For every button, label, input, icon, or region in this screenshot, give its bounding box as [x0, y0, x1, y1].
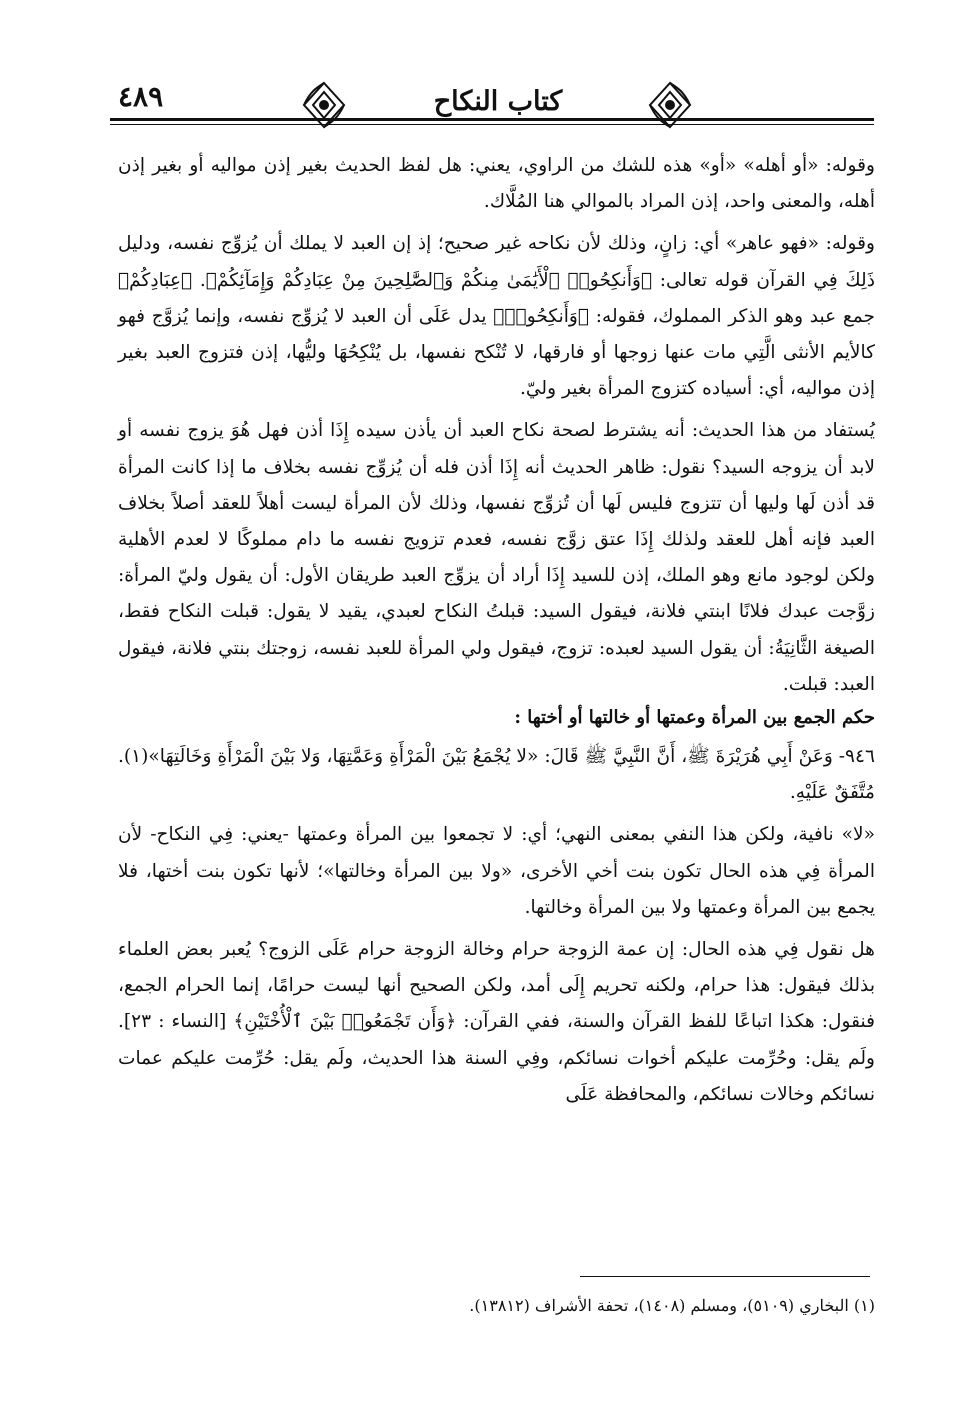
footnote-divider [580, 1276, 870, 1277]
header-rule-thin [110, 124, 874, 125]
footnote: (١) البخاري (٥١٠٩)، ومسلم (١٤٠٨)، تحفة الأشراف (١٣٨١٢). [469, 1296, 875, 1315]
section-subheading: حكم الجمع بين المرأة وعمتها أو خالتها أو أختها : [514, 707, 875, 729]
chapter-title: كتاب النكاح [350, 86, 646, 117]
paragraph-1: وقوله: «أو أهله» «أو» هذه للشك من الراوي، يعني: هل لفظ الحديث بغير إذن مواليه أو بغير إذن أهله، والمعنى واحد، إذن المراد بالموالي هنا المُلَّاك. [118, 155, 875, 213]
ornament-right-icon [646, 80, 694, 130]
page-header [110, 78, 874, 138]
header-rule [110, 118, 874, 121]
paragraph-5: هل نقول فِي هذه الحال: إن عمة الزوجة حرام وخالة الزوجة حرام عَلَى الزوج؟ يُعبر بعض العلماء بذلك فيقول: هذا حرام، ولكنه تحريم إِلَى أمد، ولكن الصحيح أنها ليست حرامًا، إنما الحرام الجمع، فنقول: هكذا اتباعًا للفظ القرآن والسنة، ففي القرآن: ﴿وَأَن تَجْمَعُوا۟ بَيْنَ ٱلْأُخْتَيْنِ﴾ [النساء : ٢٣]. ولَم يقل: وحُرِّمت عليكم أخوات نسائكم، وفِي السنة هذا الحديث، ولَم يقل: حُرِّمت عليكم عمات نسائكم وخالات نسائكم، والمحافظة عَلَى [118, 939, 875, 1105]
paragraph-4: «لا» نافية، ولكن هذا النفي بمعنى النهي؛ أي: لا تجمعوا بين المرأة وعمتها -يعني: فِي النكاح- لأن المرأة فِي هذه الحال تكون بنت أخي الأخرى، «ولا بين المرأة وخالتها»؛ لأنها تكون بنت أختها، فلا يجمع بين المرأة وعمتها ولا بين المرأة وخالتها. [118, 824, 875, 918]
page-number: ٤٨٩ [118, 80, 164, 113]
paragraph-3: يُستفاد من هذا الحديث: أنه يشترط لصحة نكاح العبد أن يأذن سيده إِذَا أذن فهل هُوَ يزوج نفسه أو لابد أن يزوجه السيد؟ نقول: ظاهر الحديث أنه إِذَا أذن فله أن يُزوِّج نفسه بخلاف ما إذا كانت المرأة قد أذن لَها وليها أن تتزوج فليس لَها أن تُزوِّج نفسها، وذلك لأن المرأة ليست أهلاً للعقد أصلاً بخلاف العبد فإنه أهل للعقد ولذلك إِذَا عتق زوَّج نفسه، فعدم تزويج نفسه ما دام مملوكًا لا لعدم الأهلية ولكن لوجود مانع وهو الملك، إذن للسيد إِذَا أراد أن يزوِّج العبد طريقان الأول: أن يقول وليّ المرأة: زوَّجت عبدك فلانًا ابنتي فلانة، فيقول السيد: قبلتُ النكاح لعبدي، يقيد لا يقول: قبلت النكاح فقط، الصيغة الثَّانِيَةُ: أن يقول السيد لعبده: تزوج، فيقول ولي المرأة للعبد نفسه، زوجتك بنتي فلانة، فيقول العبد: قبلت. [118, 420, 875, 695]
ornament-left-icon [300, 80, 348, 130]
paragraph-2: وقوله: «فهو عاهر» أي: زانٍ، وذلك لأن نكاحه غير صحيح؛ إذ إن العبد لا يملك أن يُزوِّج نفسه، ودليل ذَلِكَ فِي القرآن قوله تعالى: ﴿وَأَنكِحُوا۟ ٱلْأَيَٰمَىٰ مِنكُمْ وَٱلصَّٰلِحِينَ مِنْ عِبَادِكُمْ وَإِمَآئِكُمْ﴾. ﴿عِبَادِكُمْ﴾ جمع عبد وهو الذكر المملوك، فقوله: ﴿وَأَنكِحُوا۟﴾ يدل عَلَى أن العبد لا يُزوِّج نفسه، وإنما يُزوَّج فهو كالأيم الأنثى الَّتِي مات عنها زوجها أو فارقها، لا تُنْكح نفسها، بل يُنْكِحُهَا وليُّها، إذن فتزوج العبد بغير إذن مواليه، أي: أسياده كتزوج المرأة بغير وليّ. [118, 233, 875, 400]
page-body [118, 148, 875, 1113]
hadith-text: ٩٤٦- وَعَنْ أَبِي هُرَيْرَةَ ﷺ، أَنَّ النَّبِيَّ ﷺ قَالَ: «لا يُجْمَعُ بَيْنَ الْمَرْأَةِ وَعَمَّتِهَا، وَلا بَيْنَ الْمَرْأَةِ وَخَالَتِهَا»(١). مُتَّفَقٌ عَلَيْهِ. [118, 746, 875, 804]
